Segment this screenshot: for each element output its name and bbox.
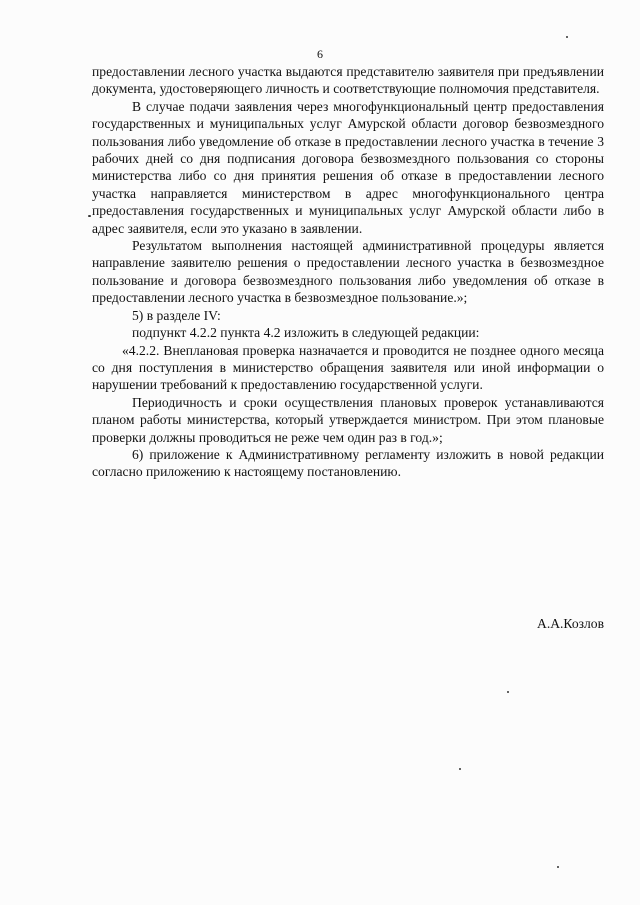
paragraph-mfc-submission: В случае подачи заявления через многофункциональный центр предоставления государственных и муниципальных услуг Амурской области договор безвозмездного пользования либо уведомление об отказе в предоставлении лесного участка в течение 3 рабочих дней со дня подписания договора безвозмездного пользования со стороны министерства либо со дня принятия решения об отказе в предоставлении лесного участка направляется министерством в адрес многофункционального центра предоставления государственных и муниципальных услуг Амурской области либо в адрес заявителя, если это указано в заявлении.	[92, 98, 604, 236]
signature-name: А.А.Козлов	[537, 616, 604, 631]
scan-speck	[557, 866, 559, 868]
paragraph-unscheduled-inspection: «4.2.2. Внеплановая проверка назначается и проводится не позднее одного месяца со дня поступления в министерство обращения заявителя или иной информации о нарушении требований к предоставлению государственной услуги.	[92, 342, 604, 393]
scan-speck	[88, 215, 91, 217]
paragraph-scheduled-inspections: Периодичность и сроки осуществления плановых проверок устанавливаются планом работы министерства, который утверждается министром. При этом плановые проверки должны проводиться не реже чем один раз в год.»;	[92, 394, 604, 445]
paragraph-section-iv: 5) в разделе IV:	[132, 307, 221, 323]
paragraph-subpoint-intro: подпункт 4.2.2 пункта 4.2 изложить в следующей редакции:	[132, 325, 480, 341]
paragraph-procedure-result: Результатом выполнения настоящей административной процедуры является направление заявителю решения о предоставлении лесного участка в безвозмездное пользование и договора безвозмездного пользования либо уведомления об отказе в предоставлении лесного участка в безвозмездное пользование.»;	[92, 238, 604, 306]
page-number: 6	[317, 47, 323, 61]
scan-speck	[459, 768, 461, 770]
scan-speck	[507, 691, 509, 693]
paragraph-continuation: предоставлении лесного участка выдаются представителю заявителя при предъявлении документа, удостоверяющего личность и соответствующие полномочия представителя.	[92, 64, 604, 97]
paragraph-appendix: 6) приложение к Административному регламенту изложить в новой редакции согласно приложению к настоящему постановлению.	[92, 446, 604, 480]
document-body	[92, 63, 604, 481]
scan-speck	[566, 36, 568, 38]
